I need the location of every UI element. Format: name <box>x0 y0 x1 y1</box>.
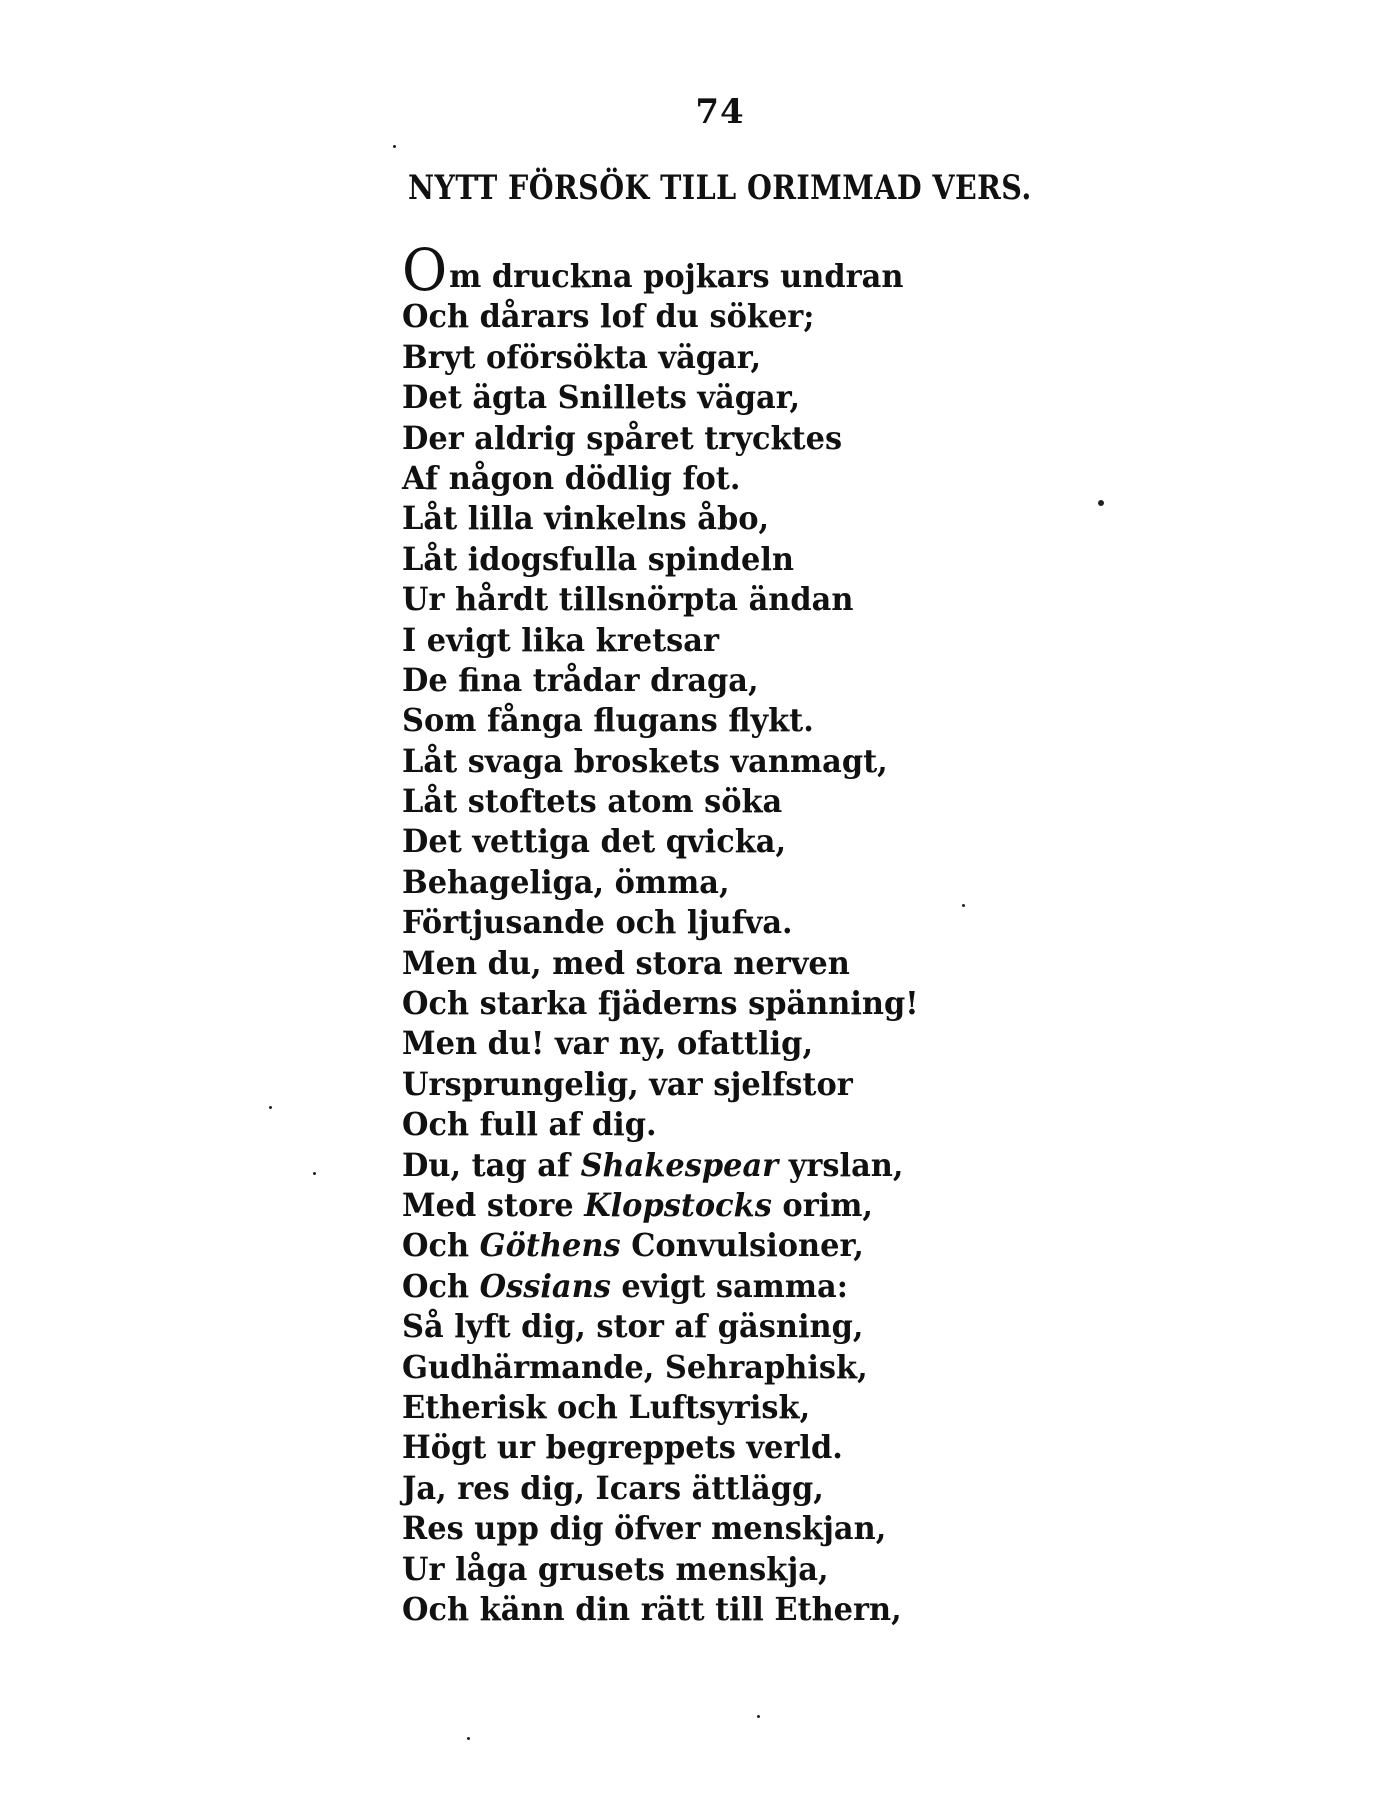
verse-text: Convulsioner, <box>620 1226 864 1265</box>
print-speck <box>313 1172 316 1175</box>
verse-text: Det ägta Snillets vägar, <box>402 378 801 417</box>
verse-line <box>402 498 991 538</box>
verse-line <box>402 1427 991 1467</box>
verse-text: Och starka fjäderns spänning! <box>402 984 919 1023</box>
drop-cap: O <box>402 236 448 304</box>
verse-text: Ur hårdt tillsnörpta ändan <box>402 580 854 619</box>
verse-line <box>402 1266 991 1306</box>
verse-text: Högt ur begreppets verld. <box>402 1428 843 1467</box>
verse-text: Men du! var ny, ofattlig, <box>402 1024 814 1063</box>
verse-text: Och dårars lof du söker; <box>402 297 815 336</box>
poem-body <box>402 236 1022 1629</box>
verse-name-italic: Ossians <box>479 1266 611 1305</box>
verse-line <box>402 781 991 821</box>
verse-line <box>402 579 991 619</box>
verse-line <box>402 1508 991 1548</box>
verse-line <box>402 1104 991 1144</box>
verse-text: I evigt lika kretsar <box>402 620 719 659</box>
verse-text: Der aldrig spåret trycktes <box>402 418 843 457</box>
verse-line <box>402 418 991 458</box>
verse-line <box>402 660 991 700</box>
verse-text: Och <box>402 1266 480 1305</box>
verse-line <box>402 862 991 902</box>
verse-line <box>402 1185 991 1225</box>
verse-line <box>402 1468 991 1508</box>
page-number: 74 <box>695 92 745 132</box>
verse-text: Bryt oförsökta vägar, <box>402 337 762 376</box>
verse-text: Och full af dig. <box>402 1105 657 1144</box>
verse-line <box>402 1347 991 1387</box>
verse-text: Du, tag af <box>402 1145 581 1184</box>
verse-line <box>402 1064 991 1104</box>
verse-line <box>402 902 991 942</box>
verse-line <box>402 377 991 417</box>
verse-text: Och känn din rätt till Ethern, <box>402 1589 902 1628</box>
verse-text: evigt samma: <box>610 1266 848 1305</box>
verse-text: orim, <box>771 1185 874 1224</box>
print-speck <box>467 1737 470 1740</box>
verse-text: De fina trådar draga, <box>402 660 759 699</box>
verse-text: Med store <box>402 1185 585 1224</box>
verse-line <box>402 458 991 498</box>
verse-line-first-rest: m druckna pojkars undran <box>449 257 904 295</box>
verse-text: Låt idogsfulla spindeln <box>402 539 794 578</box>
print-speck <box>1098 500 1104 506</box>
verse-line <box>402 1589 991 1629</box>
verse-text: Ur låga grusets menskja, <box>402 1549 829 1588</box>
verse-line <box>402 700 991 740</box>
verse-line <box>402 1225 991 1265</box>
verse-text: Behageliga, ömma, <box>402 862 730 901</box>
print-speck <box>393 145 396 148</box>
verse-text: Gudhärmande, Sehraphisk, <box>402 1347 868 1386</box>
verse-text: Men du, med stora nerven <box>402 943 850 982</box>
verse-line <box>402 620 991 660</box>
verse-text: Ja, res dig, Icars ättlägg, <box>402 1468 824 1507</box>
verse-line <box>402 821 991 861</box>
verse-text: Förtjusande och ljufva. <box>402 903 793 942</box>
print-speck <box>757 1715 760 1718</box>
verse-text: Ursprungelig, var sjelfstor <box>402 1064 853 1103</box>
verse-line <box>402 1023 991 1063</box>
verse-text: Låt stoftets atom söka <box>402 782 783 821</box>
verse-text: Det vettiga det qvicka, <box>402 822 787 861</box>
print-speck <box>962 904 965 907</box>
verse-name-italic: Göthens <box>479 1226 621 1265</box>
verse-text: Res upp dig öfver menskjan, <box>402 1509 887 1548</box>
print-speck <box>269 1106 272 1109</box>
verse-text: Af någon dödlig fot. <box>402 458 741 497</box>
verse-name-italic: Klopstocks <box>584 1185 772 1224</box>
verse-text: Låt lilla vinkelns åbo, <box>402 499 770 538</box>
verse-line <box>402 983 991 1023</box>
verse-line <box>402 1549 991 1589</box>
verse-text: Etherisk och Luftsyrisk, <box>402 1387 811 1426</box>
verse-line <box>402 1387 991 1427</box>
verse-line <box>402 741 991 781</box>
verse-text: yrslan, <box>778 1145 904 1184</box>
verse-text: Låt svaga broskets vanmagt, <box>402 741 888 780</box>
verse-line-first <box>402 236 991 304</box>
poem-title: NYTT FÖRSÖK TILL ORIMMAD VERS. <box>408 168 1032 208</box>
verse-line <box>402 1145 991 1185</box>
verse-line <box>402 296 991 336</box>
verse-name-italic: Shakespear <box>580 1145 779 1184</box>
verse-line <box>402 539 991 579</box>
verse-line <box>402 337 991 377</box>
verse-text: Så lyft dig, stor af gäsning, <box>402 1307 864 1346</box>
verse-line <box>402 1306 991 1346</box>
verse-text: Och <box>402 1226 480 1265</box>
verse-text: Som fånga flugans flykt. <box>402 701 814 740</box>
verse-line <box>402 943 991 983</box>
